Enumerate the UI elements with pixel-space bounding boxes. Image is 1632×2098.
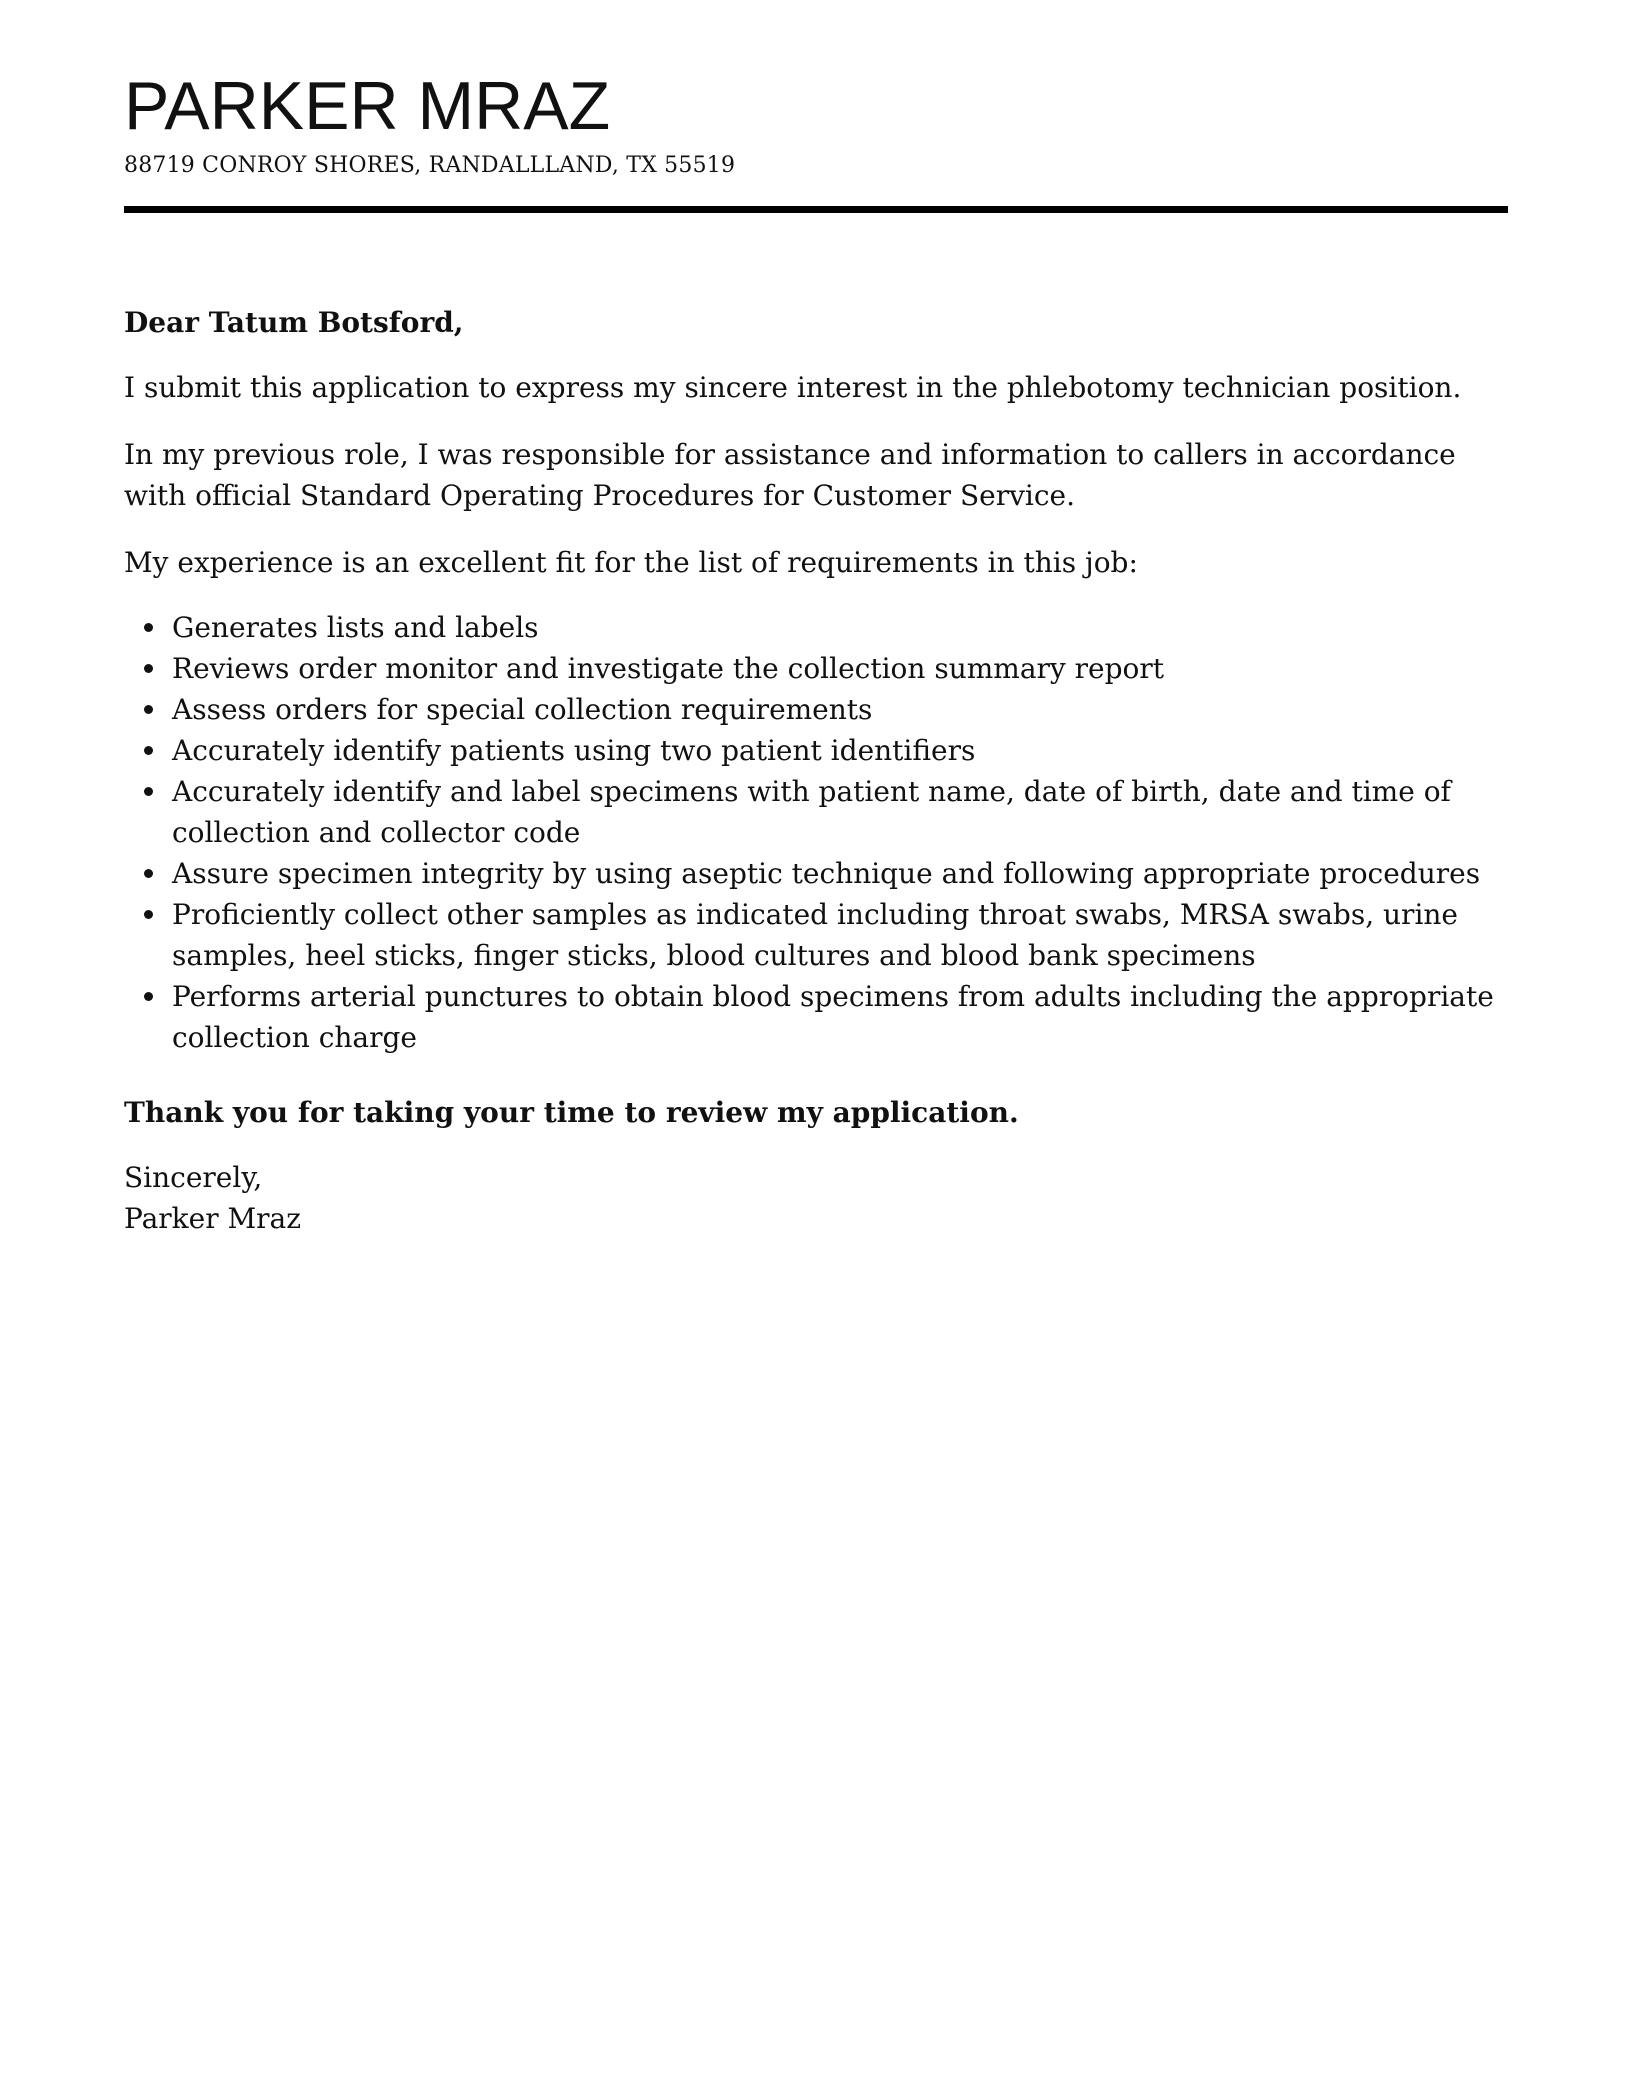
bullet-icon — [144, 992, 153, 1001]
thank-you-line: Thank you for taking your time to review my application. — [124, 1096, 1019, 1129]
list-item — [172, 648, 1508, 689]
bullet-icon — [144, 664, 153, 673]
bullet-icon — [144, 910, 153, 919]
bullet-icon — [144, 623, 153, 632]
list-item-text: Assure specimen integrity by using aseptic technique and following appropriate procedures — [172, 857, 1481, 890]
bullet-icon — [144, 705, 153, 714]
requirements-list — [124, 607, 1508, 1058]
header-divider — [124, 206, 1508, 213]
list-item-text: Accurately identify patients using two patient identifiers — [172, 734, 976, 767]
list-item — [172, 607, 1508, 648]
list-item-text: Performs arterial punctures to obtain blood specimens from adults including the appropriate collection charge — [172, 980, 1494, 1054]
bullet-icon — [144, 746, 153, 755]
previous-role-paragraph: In my previous role, I was responsible for assistance and information to callers in accordance with official Standard Operating Procedures for Customer Service. — [124, 438, 1456, 512]
applicant-name: PARKER MRAZ — [124, 68, 611, 144]
bullet-icon — [144, 787, 153, 796]
list-item — [172, 853, 1508, 894]
list-item — [172, 689, 1508, 730]
list-item — [172, 894, 1508, 976]
list-item-text: Proficiently collect other samples as indicated including throat swabs, MRSA swabs, urine samples, heel sticks, finger sticks, blood cultures and blood bank specimens — [172, 898, 1459, 972]
letter-body — [124, 302, 1508, 1239]
list-item-text: Assess orders for special collection requirements — [172, 693, 873, 726]
list-item — [172, 730, 1508, 771]
signature-name: Parker Mraz — [124, 1202, 301, 1235]
list-item-text: Generates lists and labels — [172, 611, 539, 644]
salutation: Dear Tatum Botsford, — [124, 306, 464, 339]
closing-phrase: Sincerely, — [124, 1161, 263, 1194]
list-item — [172, 976, 1508, 1058]
requirements-intro: My experience is an excellent fit for the list of requirements in this job: — [124, 546, 1138, 579]
bullet-icon — [144, 869, 153, 878]
list-item-text: Accurately identify and label specimens with patient name, date of birth, date and time of collection and collector code — [172, 775, 1451, 849]
applicant-address: 88719 CONROY SHORES, RANDALLLAND, TX 55519 — [124, 153, 736, 178]
intro-paragraph: I submit this application to express my sincere interest in the phlebotomy technician position. — [124, 371, 1462, 404]
list-item-text: Reviews order monitor and investigate the collection summary report — [172, 652, 1165, 685]
list-item — [172, 771, 1508, 853]
